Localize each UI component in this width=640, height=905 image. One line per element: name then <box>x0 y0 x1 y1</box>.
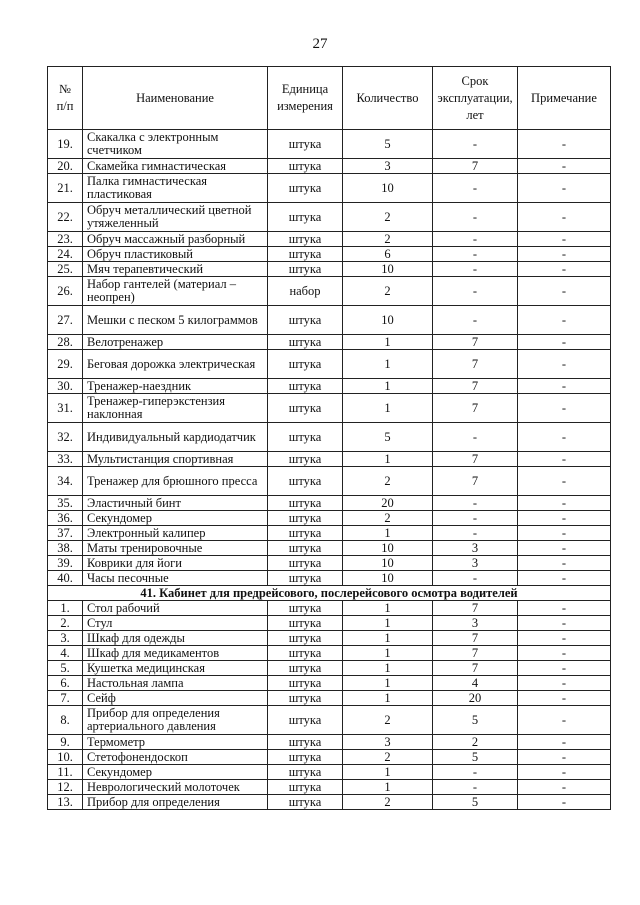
cell-unit: штука <box>268 616 343 631</box>
cell-note: - <box>518 130 611 159</box>
cell-name: Стол рабочий <box>83 601 268 616</box>
cell-note: - <box>518 511 611 526</box>
table-row <box>48 452 611 467</box>
cell-unit: штука <box>268 631 343 646</box>
cell-num: 40. <box>48 571 83 586</box>
table-row <box>48 556 611 571</box>
cell-note: - <box>518 780 611 795</box>
cell-term: - <box>433 247 518 262</box>
cell-unit: штука <box>268 735 343 750</box>
cell-term: 7 <box>433 350 518 379</box>
cell-num: 27. <box>48 306 83 335</box>
cell-num: 32. <box>48 423 83 452</box>
cell-num: 13. <box>48 795 83 810</box>
cell-unit: штука <box>268 706 343 735</box>
cell-note: - <box>518 335 611 350</box>
cell-note: - <box>518 159 611 174</box>
cell-note: - <box>518 232 611 247</box>
table-row <box>48 691 611 706</box>
cell-note: - <box>518 750 611 765</box>
cell-qty: 2 <box>343 795 433 810</box>
table-row <box>48 646 611 661</box>
cell-num: 28. <box>48 335 83 350</box>
table-row <box>48 379 611 394</box>
cell-num: 24. <box>48 247 83 262</box>
cell-note: - <box>518 306 611 335</box>
table-header-row <box>48 67 611 130</box>
cell-note: - <box>518 765 611 780</box>
cell-name: Электронный калипер <box>83 526 268 541</box>
cell-qty: 3 <box>343 159 433 174</box>
cell-term: - <box>433 511 518 526</box>
cell-name: Часы песочные <box>83 571 268 586</box>
cell-name: Беговая дорожка электрическая <box>83 350 268 379</box>
cell-note: - <box>518 691 611 706</box>
cell-name: Маты тренировочные <box>83 541 268 556</box>
table-row <box>48 423 611 452</box>
cell-unit: штука <box>268 676 343 691</box>
cell-num: 5. <box>48 661 83 676</box>
cell-qty: 10 <box>343 556 433 571</box>
cell-qty: 10 <box>343 541 433 556</box>
table-row <box>48 706 611 735</box>
cell-term: 7 <box>433 379 518 394</box>
cell-note: - <box>518 379 611 394</box>
table-row <box>48 676 611 691</box>
cell-num: 30. <box>48 379 83 394</box>
cell-qty: 1 <box>343 335 433 350</box>
cell-qty: 1 <box>343 646 433 661</box>
cell-note: - <box>518 735 611 750</box>
cell-unit: штука <box>268 556 343 571</box>
cell-term: 20 <box>433 691 518 706</box>
cell-note: - <box>518 203 611 232</box>
cell-unit: штука <box>268 780 343 795</box>
cell-term: 7 <box>433 646 518 661</box>
cell-note: - <box>518 526 611 541</box>
table-row <box>48 780 611 795</box>
header-term: Срок эксплуатации, лет <box>433 67 518 130</box>
cell-num: 12. <box>48 780 83 795</box>
cell-note: - <box>518 277 611 306</box>
cell-unit: штука <box>268 750 343 765</box>
table-row <box>48 631 611 646</box>
cell-qty: 10 <box>343 306 433 335</box>
cell-term: 3 <box>433 541 518 556</box>
table-row <box>48 526 611 541</box>
cell-qty: 1 <box>343 526 433 541</box>
table-row <box>48 232 611 247</box>
table-row <box>48 306 611 335</box>
cell-num: 21. <box>48 174 83 203</box>
cell-name: Секундомер <box>83 511 268 526</box>
cell-term: - <box>433 496 518 511</box>
cell-unit: штука <box>268 765 343 780</box>
cell-unit: штука <box>268 541 343 556</box>
cell-num: 23. <box>48 232 83 247</box>
cell-term: 5 <box>433 795 518 810</box>
cell-term: 7 <box>433 601 518 616</box>
header-num: № п/п <box>48 67 83 130</box>
cell-note: - <box>518 496 611 511</box>
cell-num: 19. <box>48 130 83 159</box>
cell-unit: штука <box>268 511 343 526</box>
cell-term: 7 <box>433 631 518 646</box>
cell-num: 3. <box>48 631 83 646</box>
cell-num: 20. <box>48 159 83 174</box>
cell-num: 31. <box>48 394 83 423</box>
cell-unit: штука <box>268 174 343 203</box>
cell-qty: 1 <box>343 691 433 706</box>
cell-note: - <box>518 676 611 691</box>
table-row <box>48 735 611 750</box>
cell-num: 33. <box>48 452 83 467</box>
cell-note: - <box>518 556 611 571</box>
cell-qty: 1 <box>343 616 433 631</box>
cell-term: 5 <box>433 750 518 765</box>
cell-term: 3 <box>433 556 518 571</box>
table-row <box>48 262 611 277</box>
cell-term: 3 <box>433 616 518 631</box>
cell-term: 4 <box>433 676 518 691</box>
cell-name: Неврологический молоточек <box>83 780 268 795</box>
table-row <box>48 661 611 676</box>
cell-unit: штука <box>268 452 343 467</box>
section-title: 41. Кабинет для предрейсового, послерейсового осмотра водителей <box>48 586 611 601</box>
table-row <box>48 203 611 232</box>
header-qty: Количество <box>343 67 433 130</box>
cell-term: - <box>433 765 518 780</box>
cell-unit: штука <box>268 691 343 706</box>
cell-qty: 1 <box>343 394 433 423</box>
cell-term: 2 <box>433 735 518 750</box>
cell-name: Термометр <box>83 735 268 750</box>
cell-num: 8. <box>48 706 83 735</box>
cell-num: 7. <box>48 691 83 706</box>
cell-qty: 1 <box>343 350 433 379</box>
cell-name: Индивидуальный кардиодатчик <box>83 423 268 452</box>
cell-note: - <box>518 571 611 586</box>
cell-name: Скакалка с электронным счетчиком <box>83 130 268 159</box>
cell-term: 5 <box>433 706 518 735</box>
cell-num: 9. <box>48 735 83 750</box>
header-note: Примечание <box>518 67 611 130</box>
cell-unit: штука <box>268 203 343 232</box>
cell-name: Обруч металлический цветной утяжеленный <box>83 203 268 232</box>
cell-term: 7 <box>433 661 518 676</box>
cell-qty: 2 <box>343 467 433 496</box>
cell-term: - <box>433 423 518 452</box>
cell-term: - <box>433 780 518 795</box>
cell-name: Мультистанция спортивная <box>83 452 268 467</box>
cell-unit: штука <box>268 350 343 379</box>
table-row <box>48 159 611 174</box>
cell-name: Набор гантелей (материал – неопрен) <box>83 277 268 306</box>
cell-unit: штука <box>268 335 343 350</box>
cell-note: - <box>518 247 611 262</box>
cell-qty: 10 <box>343 174 433 203</box>
cell-term: 7 <box>433 452 518 467</box>
cell-note: - <box>518 601 611 616</box>
table-row <box>48 394 611 423</box>
table-row <box>48 277 611 306</box>
cell-num: 2. <box>48 616 83 631</box>
cell-note: - <box>518 795 611 810</box>
cell-note: - <box>518 646 611 661</box>
cell-qty: 20 <box>343 496 433 511</box>
cell-name: Кушетка медицинская <box>83 661 268 676</box>
cell-unit: штука <box>268 379 343 394</box>
cell-qty: 1 <box>343 765 433 780</box>
cell-note: - <box>518 706 611 735</box>
table-row <box>48 601 611 616</box>
cell-qty: 1 <box>343 676 433 691</box>
cell-name: Стул <box>83 616 268 631</box>
cell-term: - <box>433 277 518 306</box>
cell-qty: 2 <box>343 750 433 765</box>
cell-name: Эластичный бинт <box>83 496 268 511</box>
cell-unit: штука <box>268 646 343 661</box>
cell-unit: штука <box>268 232 343 247</box>
cell-qty: 2 <box>343 232 433 247</box>
cell-qty: 1 <box>343 631 433 646</box>
cell-unit: штука <box>268 262 343 277</box>
cell-num: 34. <box>48 467 83 496</box>
table-row <box>48 467 611 496</box>
table-row <box>48 335 611 350</box>
cell-qty: 10 <box>343 262 433 277</box>
cell-num: 36. <box>48 511 83 526</box>
cell-num: 1. <box>48 601 83 616</box>
cell-unit: штука <box>268 423 343 452</box>
table-row <box>48 571 611 586</box>
cell-unit: штука <box>268 159 343 174</box>
cell-qty: 10 <box>343 571 433 586</box>
cell-name: Тренажер-гиперэкстензия наклонная <box>83 394 268 423</box>
cell-qty: 5 <box>343 423 433 452</box>
cell-qty: 1 <box>343 780 433 795</box>
cell-num: 25. <box>48 262 83 277</box>
table-row <box>48 130 611 159</box>
cell-unit: штука <box>268 601 343 616</box>
cell-unit: штука <box>268 394 343 423</box>
cell-qty: 3 <box>343 735 433 750</box>
table-row <box>48 174 611 203</box>
cell-num: 4. <box>48 646 83 661</box>
cell-note: - <box>518 174 611 203</box>
cell-name: Мешки с песком 5 килограммов <box>83 306 268 335</box>
cell-unit: набор <box>268 277 343 306</box>
cell-note: - <box>518 661 611 676</box>
cell-name: Шкаф для медикаментов <box>83 646 268 661</box>
table-row <box>48 350 611 379</box>
cell-note: - <box>518 631 611 646</box>
cell-qty: 1 <box>343 661 433 676</box>
cell-qty: 2 <box>343 203 433 232</box>
cell-name: Скамейка гимнастическая <box>83 159 268 174</box>
cell-num: 38. <box>48 541 83 556</box>
cell-term: - <box>433 306 518 335</box>
cell-qty: 5 <box>343 130 433 159</box>
cell-name: Шкаф для одежды <box>83 631 268 646</box>
cell-qty: 2 <box>343 511 433 526</box>
cell-term: - <box>433 262 518 277</box>
cell-unit: штука <box>268 247 343 262</box>
table-row <box>48 496 611 511</box>
table-row <box>48 511 611 526</box>
cell-term: - <box>433 203 518 232</box>
cell-num: 22. <box>48 203 83 232</box>
cell-name: Обруч пластиковый <box>83 247 268 262</box>
cell-note: - <box>518 467 611 496</box>
cell-unit: штука <box>268 496 343 511</box>
section-header-row <box>48 586 611 601</box>
cell-name: Настольная лампа <box>83 676 268 691</box>
cell-note: - <box>518 541 611 556</box>
header-unit: Единица измерения <box>268 67 343 130</box>
cell-qty: 2 <box>343 277 433 306</box>
cell-name: Велотренажер <box>83 335 268 350</box>
cell-name: Обруч массажный разборный <box>83 232 268 247</box>
cell-unit: штука <box>268 130 343 159</box>
cell-num: 39. <box>48 556 83 571</box>
cell-name: Сейф <box>83 691 268 706</box>
cell-num: 10. <box>48 750 83 765</box>
cell-num: 37. <box>48 526 83 541</box>
cell-num: 29. <box>48 350 83 379</box>
cell-term: 7 <box>433 467 518 496</box>
cell-note: - <box>518 262 611 277</box>
cell-term: 7 <box>433 159 518 174</box>
table-row <box>48 541 611 556</box>
cell-unit: штука <box>268 306 343 335</box>
table-row <box>48 616 611 631</box>
cell-term: 7 <box>433 335 518 350</box>
cell-unit: штука <box>268 526 343 541</box>
cell-num: 35. <box>48 496 83 511</box>
cell-name: Коврики для йоги <box>83 556 268 571</box>
cell-num: 26. <box>48 277 83 306</box>
table-row <box>48 247 611 262</box>
cell-qty: 2 <box>343 706 433 735</box>
cell-unit: штука <box>268 795 343 810</box>
cell-name: Секундомер <box>83 765 268 780</box>
cell-term: 7 <box>433 394 518 423</box>
cell-note: - <box>518 452 611 467</box>
cell-note: - <box>518 350 611 379</box>
cell-unit: штука <box>268 467 343 496</box>
cell-note: - <box>518 423 611 452</box>
cell-name: Прибор для определения артериального давления <box>83 706 268 735</box>
table-row <box>48 765 611 780</box>
cell-note: - <box>518 394 611 423</box>
cell-term: - <box>433 526 518 541</box>
cell-qty: 1 <box>343 379 433 394</box>
cell-num: 6. <box>48 676 83 691</box>
cell-term: - <box>433 232 518 247</box>
cell-name: Мяч терапевтический <box>83 262 268 277</box>
cell-num: 11. <box>48 765 83 780</box>
cell-unit: штука <box>268 661 343 676</box>
cell-qty: 1 <box>343 601 433 616</box>
cell-qty: 1 <box>343 452 433 467</box>
cell-note: - <box>518 616 611 631</box>
cell-term: - <box>433 130 518 159</box>
cell-name: Стетофонендоскоп <box>83 750 268 765</box>
page-number: 27 <box>312 36 328 52</box>
cell-name: Тренажер-наездник <box>83 379 268 394</box>
table-row <box>48 750 611 765</box>
cell-qty: 6 <box>343 247 433 262</box>
cell-name: Прибор для определения <box>83 795 268 810</box>
cell-name: Палка гимнастическая пластиковая <box>83 174 268 203</box>
cell-unit: штука <box>268 571 343 586</box>
table-row <box>48 795 611 810</box>
cell-term: - <box>433 571 518 586</box>
cell-term: - <box>433 174 518 203</box>
cell-name: Тренажер для брюшного пресса <box>83 467 268 496</box>
equipment-table <box>47 66 611 810</box>
header-name: Наименование <box>83 67 268 130</box>
